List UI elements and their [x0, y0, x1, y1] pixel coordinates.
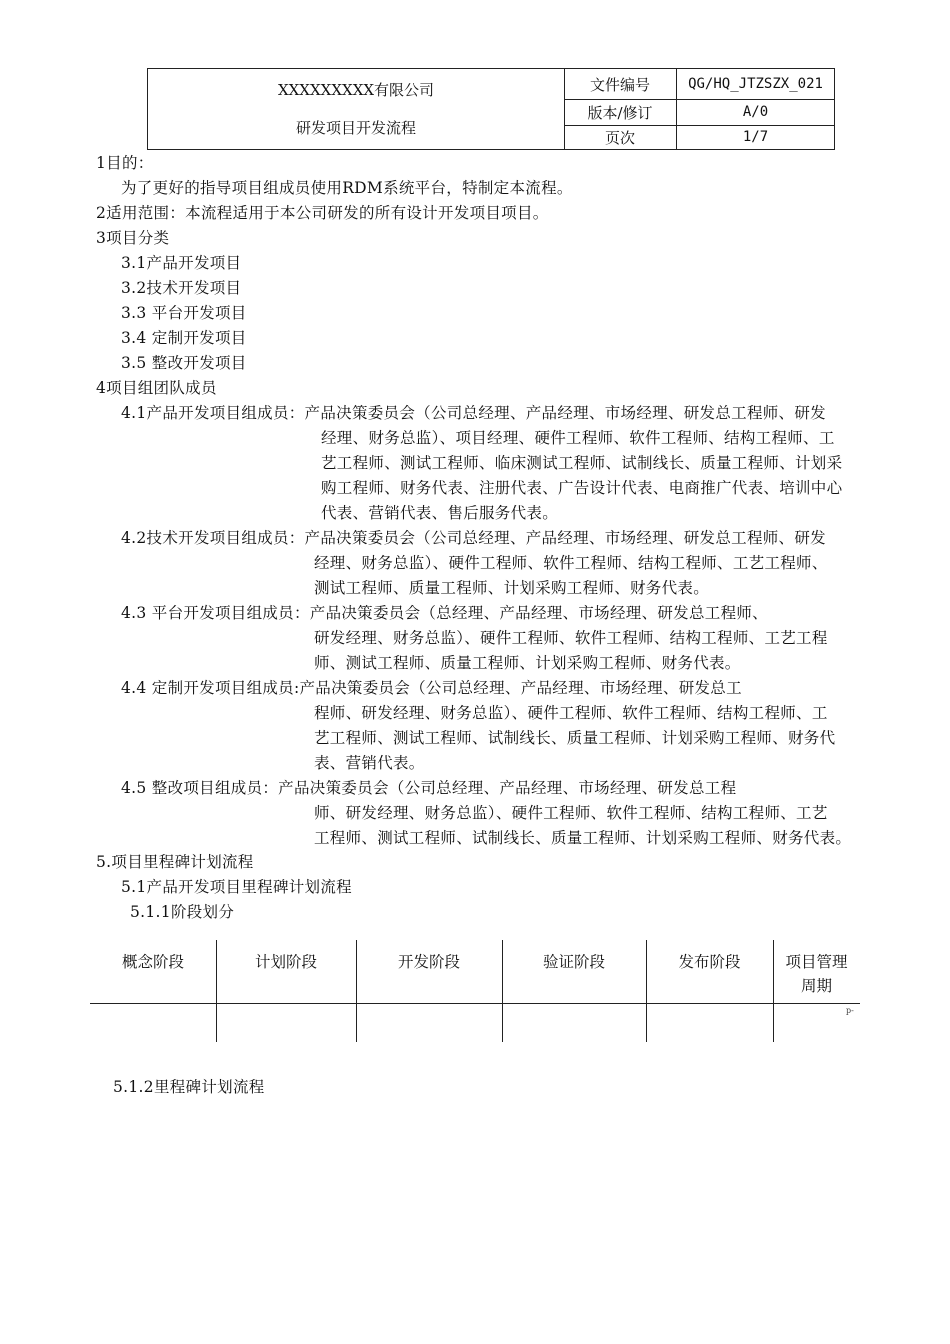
section-3-item: 3.1产品开发项目: [121, 254, 242, 272]
section-5-1-1-title: 5.1.1阶段划分: [130, 903, 235, 921]
phase-header-develop: 开发阶段: [397, 953, 460, 971]
section-4-1-line: 经理、财务总监）、项目经理、硬件工程师、软件工程师、结构工程师、工: [321, 429, 835, 447]
section-4-2-line: 4.2技术开发项目组成员：产品决策委员会（公司总经理、产品经理、市场经理、研发总工程师、研发: [121, 529, 826, 547]
page-mark: p-: [846, 1006, 854, 1015]
page-label: 页次: [564, 125, 677, 149]
phase-header-plan: 计划阶段: [254, 953, 317, 971]
section-4-title: 4项目组团队成员: [96, 379, 217, 397]
document-header-table: [147, 68, 835, 150]
section-4-1-line: 购工程师、财务代表、注册代表、广告设计代表、电商推广代表、培训中心: [321, 479, 843, 497]
section-4-4-line: 4.4 定制开发项目组成员:产品决策委员会（公司总经理、产品经理、市场经理、研发总工: [121, 679, 742, 697]
section-4-3-line: 研发经理、财务总监）、硬件工程师、软件工程师、结构工程师、工艺工程: [314, 629, 828, 647]
section-4-2-line: 测试工程师、质量工程师、计划采购工程师、财务代表。: [314, 579, 710, 597]
company-name: XXXXXXXXX有限公司: [277, 81, 435, 99]
section-2-text: 2适用范围：本流程适用于本公司研发的所有设计开发项目项目。: [96, 204, 549, 222]
section-5-1-title: 5.1产品开发项目里程碑计划流程: [121, 878, 352, 896]
section-4-5-line: 师、研发经理、财务总监）、硬件工程师、软件工程师、结构工程师、工艺: [314, 804, 828, 822]
phase-header-pm-line1: 项目管理: [785, 953, 848, 971]
section-4-3-line: 师、测试工程师、质量工程师、计划采购工程师、财务代表。: [314, 654, 741, 672]
section-5-1-2-title: 5.1.2里程碑计划流程: [113, 1078, 265, 1096]
document-title: 研发项目开发流程: [295, 119, 416, 137]
section-3-item: 3.4 定制开发项目: [121, 329, 247, 347]
phase-header-pm-cycle: [773, 950, 860, 998]
version-value: A/0: [742, 104, 769, 120]
page-value: 1/7: [742, 129, 769, 145]
section-1-title: 1目的：: [96, 154, 154, 172]
phase-header-verify: 验证阶段: [542, 953, 605, 971]
header-row-version: [564, 99, 834, 126]
phase-header-pm-line2: 周期: [800, 977, 832, 995]
section-3-item: 3.5 整改开发项目: [121, 354, 247, 372]
phase-table: [90, 940, 860, 1042]
header-row-page: [564, 125, 834, 149]
header-title-cell: [148, 69, 565, 149]
doc-no-label: 文件编号: [564, 69, 677, 99]
section-4-4-line: 程师、研发经理、财务总监）、硬件工程师、软件工程师、结构工程师、工: [314, 704, 828, 722]
section-4-5-line: 工程师、测试工程师、试制线长、质量工程师、计划采购工程师、财务代表。: [314, 829, 852, 847]
table-header-rule: [90, 1003, 860, 1004]
section-4-4-line: 艺工程师、测试工程师、试制线长、质量工程师、计划采购工程师、财务代: [314, 729, 836, 747]
section-4-1-line: 艺工程师、测试工程师、临床测试工程师、试制线长、质量工程师、计划采: [321, 454, 843, 472]
section-4-4-line: 表、营销代表。: [314, 754, 425, 772]
phase-header-concept: 概念阶段: [121, 953, 184, 971]
section-4-3-line: 4.3 平台开发项目组成员：产品决策委员会（总经理、产品经理、市场经理、研发总工程师、: [121, 604, 768, 622]
section-5-title: 5.项目里程碑计划流程: [96, 853, 254, 871]
header-row-doc-no: [564, 69, 834, 100]
phase-header-release: 发布阶段: [678, 953, 741, 971]
version-label: 版本/修订: [564, 99, 677, 125]
section-3-item: 3.3 平台开发项目: [121, 304, 247, 322]
section-1-text: 为了更好的指导项目组成员使用RDM系统平台，特制定本流程。: [121, 179, 573, 197]
section-3-item: 3.2技术开发项目: [121, 279, 242, 297]
section-4-1-line: 4.1产品开发项目组成员：产品决策委员会（公司总经理、产品经理、市场经理、研发总工程师、研发: [121, 404, 826, 422]
section-4-5-line: 4.5 整改项目组成员：产品决策委员会（公司总经理、产品经理、市场经理、研发总工程: [121, 779, 737, 797]
section-4-2-line: 经理、财务总监）、硬件工程师、软件工程师、结构工程师、工艺工程师、: [314, 554, 828, 572]
section-4-1-line: 代表、营销代表、售后服务代表。: [321, 504, 559, 522]
section-3-title: 3项目分类: [96, 229, 170, 247]
doc-no-value: QG/HQ_JTZSZX_021: [688, 76, 823, 92]
